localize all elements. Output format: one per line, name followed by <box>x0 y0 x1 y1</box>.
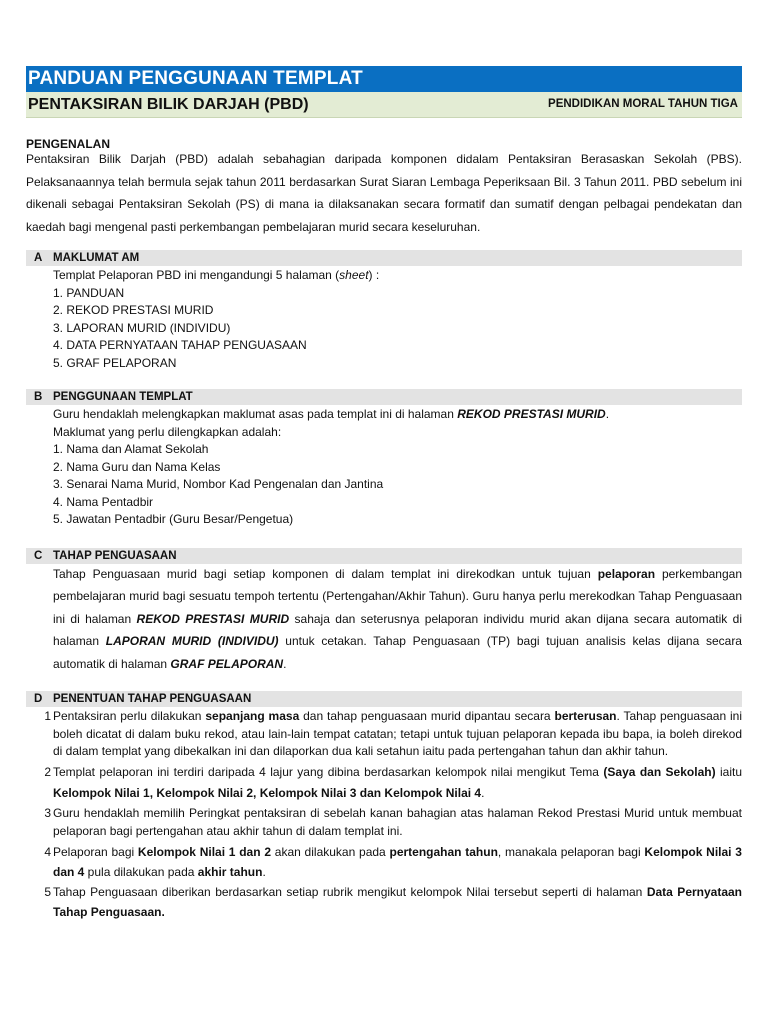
text-run: . Tahap penguasaan ini boleh dicatat di dalam buku rekod, atau lain-lain tempat catatan; tetapi untuk tujuan pelaporan kepada ibu bapa, ia boleh direkod di dalam templat yang dibekalkan ini dan dilaporkan dua kali setahun iaitu pada pertengahan tahun dan akhir tahun. <box>53 709 742 758</box>
section-b-header <box>26 389 742 405</box>
section-a-letter: A <box>34 252 43 264</box>
text-run: pula dilakukan pada <box>84 864 198 879</box>
section-c-paragraph <box>26 563 742 676</box>
section-b-line2: Maklumat yang perlu dilengkapkan adalah: <box>53 424 282 439</box>
section-c-title: TAHAP PENGUASAAN <box>53 549 177 562</box>
section-c-text-2: perkembangan pembelajaran murid bagi sesuatu tempoh tertentu (Pertengahan/Akhir Tahun). Guru hanya perlu merekodkan Tahap Penguasaan ini di halaman <box>53 566 743 626</box>
list-item: 1. Nama dan Alamat Sekolah <box>53 442 209 456</box>
section-b-body <box>26 406 742 529</box>
item-text <box>53 842 742 882</box>
section-c-text-5: . <box>283 656 287 671</box>
section-c-header <box>26 548 742 564</box>
section-c-text-4: untuk cetakan. Tahap Penguasaan (TP) bagi tujuan analisis kelas dijana secara automatik di halaman <box>53 634 742 671</box>
intro-paragraph: Pentaksiran Bilik Darjah (PBD) adalah sebahagian daripada komponen didalam Pentaksiran Berasaskan Sekolah (PBS). Pelaksanaannya telah bermula sejak tahun 2011 berdasarkan Surat Siaran Lembaga Peperiksaan Bil. 3 Tahun 2011. PBD sebelum ini dikenali sebagai Pentaksiran Sekolah (PS) di mana ia dilaksanakan secara formatif dan sumatif dengan pelbagai pendekatan dan kaedah bagi mengenal pasti perkembangan pembelajaran murid secara keseluruhan. <box>26 152 742 234</box>
section-a-intro-italic: sheet <box>339 268 369 282</box>
list-item <box>26 804 742 840</box>
bold-run: Kelompok Nilai 1, Kelompok Nilai 2, Kelompok Nilai 3 dan Kelompok Nilai 4 <box>53 785 482 800</box>
section-b-letter: B <box>34 391 43 403</box>
section-b-line1-bold: REKOD PRESTASI MURID <box>457 407 606 421</box>
section-c-bold-3: LAPORAN MURID (INDIVIDU) <box>105 634 279 648</box>
bold-run: akhir tahun <box>197 864 263 879</box>
list-item <box>26 882 742 922</box>
section-a-intro-pre: Templat Pelaporan PBD ini mengandungi 5 halaman ( <box>53 268 340 282</box>
text-run: , manakala pelaporan bagi <box>497 844 645 859</box>
section-c-letter: C <box>34 549 43 562</box>
text-run: akan dilakukan pada <box>271 844 390 859</box>
bold-run: berterusan <box>554 709 617 723</box>
list-item: 4. Nama Pentadbir <box>53 494 154 509</box>
item-text <box>53 882 742 922</box>
section-a-header <box>26 250 742 266</box>
text-run: . <box>262 864 266 879</box>
bold-run: Kelompok Nilai 1 dan 2 <box>137 844 272 859</box>
list-item: 3. Senarai Nama Murid, Nombor Kad Pengenalan dan Jantina <box>53 477 384 491</box>
list-item: 2. Nama Guru dan Nama Kelas <box>53 459 221 474</box>
list-item: 5. Jawatan Pentadbir (Guru Besar/Pengetua) <box>53 512 294 526</box>
text-run: Pentaksiran perlu dilakukan <box>53 709 206 723</box>
item-number: 1 <box>44 709 51 723</box>
item-number: 3 <box>44 805 51 820</box>
section-b-title: PENGGUNAAN TEMPLAT <box>53 391 193 403</box>
section-a-body <box>26 267 742 372</box>
list-item: 3. LAPORAN MURID (INDIVIDU) <box>53 320 231 335</box>
subject-label: PENDIDIKAN MORAL TAHUN TIGA <box>548 98 738 110</box>
section-b-line1-pre: Guru hendaklah melengkapkan maklumat asas pada templat ini di halaman <box>53 407 458 421</box>
intro-heading: PENGENALAN <box>26 137 111 151</box>
text-run: iaitu <box>715 764 742 779</box>
section-c-text-3: sahaja dan seterusnya pelaporan individu murid akan dijana secara automatik di halaman <box>53 611 743 648</box>
item-number: 4 <box>44 844 51 859</box>
section-a-intro-post: ) : <box>368 268 380 282</box>
section-c-text-1: Tahap Penguasaan murid bagi setiap komponen di dalam templat ini direkodkan untuk tujuan <box>53 566 598 581</box>
document-subtitle: PENTAKSIRAN BILIK DARJAH (PBD) <box>28 96 309 113</box>
text-run: Templat pelaporan ini terdiri daripada 4 lajur yang dibina berdasarkan kelompok nilai mengikut Tema <box>53 764 604 779</box>
section-a-intro <box>53 267 742 285</box>
item-number: 5 <box>44 884 51 899</box>
section-d-letter: D <box>34 693 43 705</box>
document-title: PANDUAN PENGGUNAAN TEMPLAT <box>26 66 742 92</box>
bold-run: pertengahan tahun <box>389 844 498 859</box>
bold-run: Data Pernyataan Tahap Penguasaan. <box>53 884 743 919</box>
section-b-line1-post: . <box>605 407 610 421</box>
bold-run: Kelompok Nilai 3 dan 4 <box>53 844 742 879</box>
item-text <box>53 708 742 761</box>
guide-page <box>26 66 742 922</box>
section-c-bold-2: REKOD PRESTASI MURID <box>136 611 290 626</box>
section-c-bold-1: pelaporan <box>597 566 656 581</box>
text-run: dan tahap penguasaan murid dipantau secara <box>299 709 555 723</box>
list-item: 1. PANDUAN <box>53 285 125 300</box>
item-text: Guru hendaklah memilih Peringkat pentaksiran di sebelah kanan bahagian atas halaman Rekod Prestasi Murid untuk membuat pelaporan bagi pertengahan atau akhir tahun di dalam templat ini. <box>53 805 742 838</box>
list-item: 4. DATA PERNYATAAN TAHAP PENGUASAAN <box>53 338 307 352</box>
list-item <box>26 762 742 804</box>
item-number: 2 <box>44 764 51 779</box>
list-item <box>26 708 742 761</box>
list-item <box>26 842 742 882</box>
bold-run: (Saya dan Sekolah) <box>603 764 716 779</box>
item-text <box>53 762 742 804</box>
text-run: . <box>481 785 485 800</box>
section-d-header <box>26 691 742 707</box>
subtitle-bar <box>26 92 742 118</box>
text-run: Pelaporan bagi <box>53 844 138 859</box>
list-item: 5. GRAF PELAPORAN <box>53 355 177 370</box>
section-b-line1 <box>53 406 742 424</box>
section-d-title: PENENTUAN TAHAP PENGUASAAN <box>53 693 252 705</box>
text-run: Tahap Penguasaan diberikan berdasarkan setiap rubrik mengikut kelompok Nilai tersebut seperti di halaman <box>53 884 647 899</box>
section-c-bold-4: GRAF PELAPORAN <box>170 656 284 671</box>
section-a-title: MAKLUMAT AM <box>53 252 140 264</box>
bold-run: sepanjang masa <box>205 709 300 723</box>
list-item: 2. REKOD PRESTASI MURID <box>53 303 214 317</box>
